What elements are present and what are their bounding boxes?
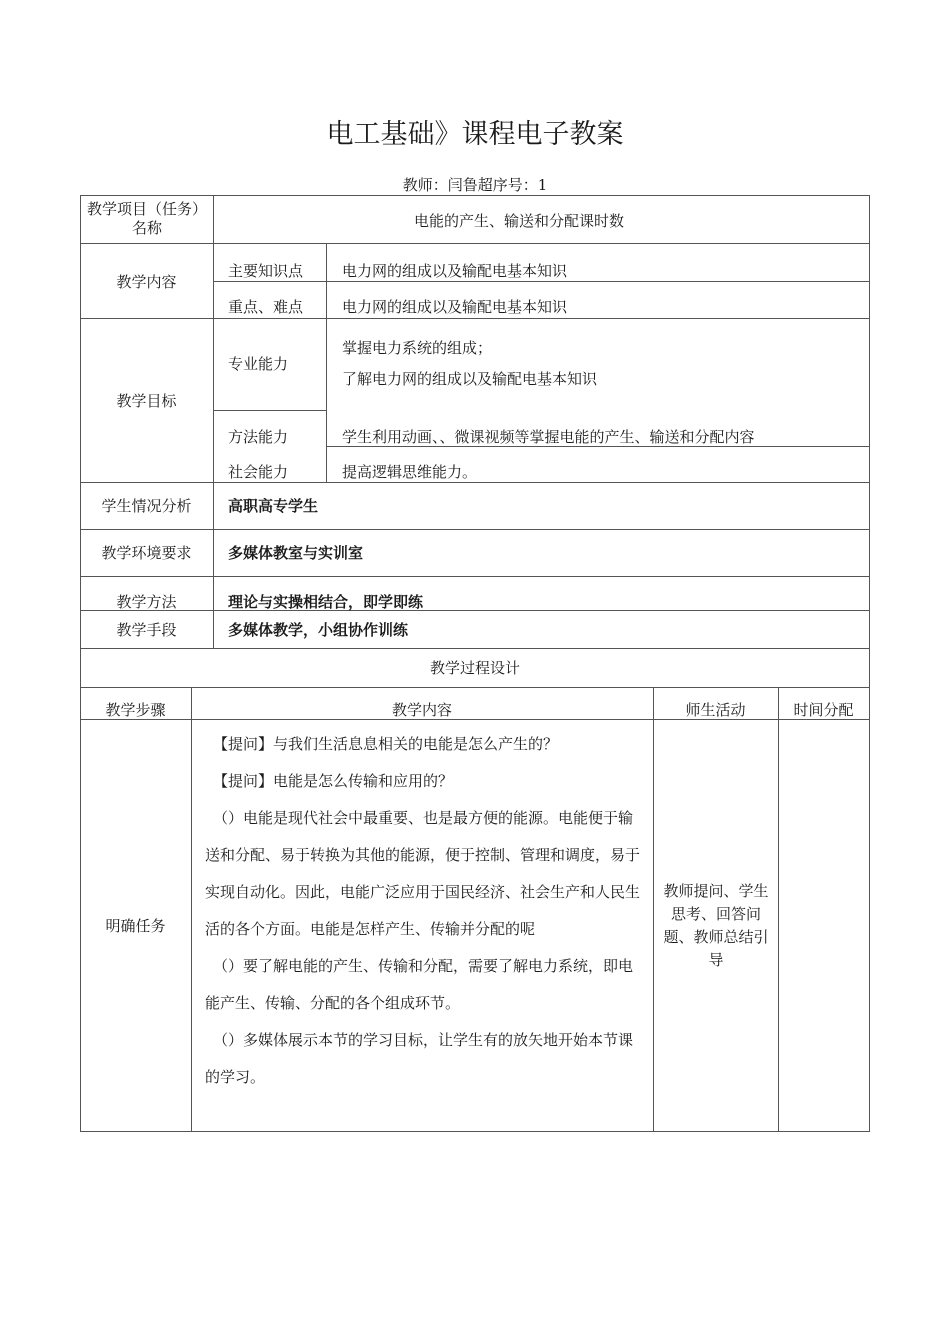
header-step: 教学步骤 <box>105 701 166 719</box>
social-ability-value: 提高逻辑思维能力。 <box>342 463 478 481</box>
student-analysis-value: 高职高专学生 <box>228 497 319 515</box>
method-ability-label: 方法能力 <box>228 428 289 446</box>
content-question-1: 【提问】与我们生活息息相关的电能是怎么产生的？ <box>213 735 559 753</box>
knowledge-label: 主要知识点 <box>228 262 304 280</box>
content-label: 教学内容 <box>116 273 177 291</box>
social-ability-label: 社会能力 <box>228 463 289 481</box>
teaching-method-label: 教学方法 <box>116 593 177 611</box>
goal-label: 教学目标 <box>116 392 177 410</box>
header-activity: 师生活动 <box>685 701 746 719</box>
key-points-label: 重点、难点 <box>228 298 304 316</box>
pro-ability-value-1: 掌握电力系统的组成； <box>342 339 493 357</box>
content-point-2: （）要了解电能的产生、传输和分配，需要了解电力系统，即电能产生、传输、分配的各个组成环节。 <box>205 957 634 1012</box>
environment-label: 教学环境要求 <box>101 544 192 562</box>
header-content: 教学内容 <box>391 701 452 719</box>
content-point-1: （）电能是现代社会中最重要、也是最方便的能源。电能便于输送和分配、易于转换为其他的能源，便于控制、管理和调度，易于实现自动化。因此，电能广泛应用于国民经济、社会生产和人民生活的各个方面。电能是怎样产生、传输并分配的呢 <box>205 809 641 938</box>
teaching-means-label: 教学手段 <box>116 621 177 639</box>
knowledge-value: 电力网的组成以及输配电基本知识 <box>342 262 568 280</box>
environment-value: 多媒体教室与实训室 <box>228 544 364 562</box>
content-question-2: 【提问】电能是怎么传输和应用的？ <box>213 772 454 790</box>
teaching-method-value: 理论与实操相结合，即学即练 <box>228 593 424 611</box>
page-title: 电工基础》课程电子教案 <box>326 119 624 150</box>
content-paragraph <box>205 726 645 1096</box>
teacher-student-activity: 教师提问、学生思考、回答问题、教师总结引导 <box>663 882 769 969</box>
process-design-title: 教学过程设计 <box>429 659 520 677</box>
teacher-info: 教师：闫鲁超序号：1 <box>402 176 548 194</box>
content-point-3: （）多媒体展示本节的学习目标，让学生有的放矢地开始本节课的学习。 <box>205 1031 634 1086</box>
step-name: 明确任务 <box>105 917 166 935</box>
key-points-value: 电力网的组成以及输配电基本知识 <box>342 298 568 316</box>
project-name-value: 电能的产生、输送和分配课时数 <box>414 212 625 230</box>
pro-ability-label: 专业能力 <box>228 355 289 373</box>
student-analysis-label: 学生情况分析 <box>101 497 192 515</box>
project-name-label: 教学项目（任务）名称 <box>86 200 207 237</box>
header-time: 时间分配 <box>793 701 854 719</box>
teaching-means-value: 多媒体教学，小组协作训练 <box>228 621 409 639</box>
method-ability-value: 学生利用动画、、微课视频等掌握电能的产生、输送和分配内容 <box>342 428 755 446</box>
pro-ability-value-2: 了解电力网的组成以及输配电基本知识 <box>342 370 598 388</box>
